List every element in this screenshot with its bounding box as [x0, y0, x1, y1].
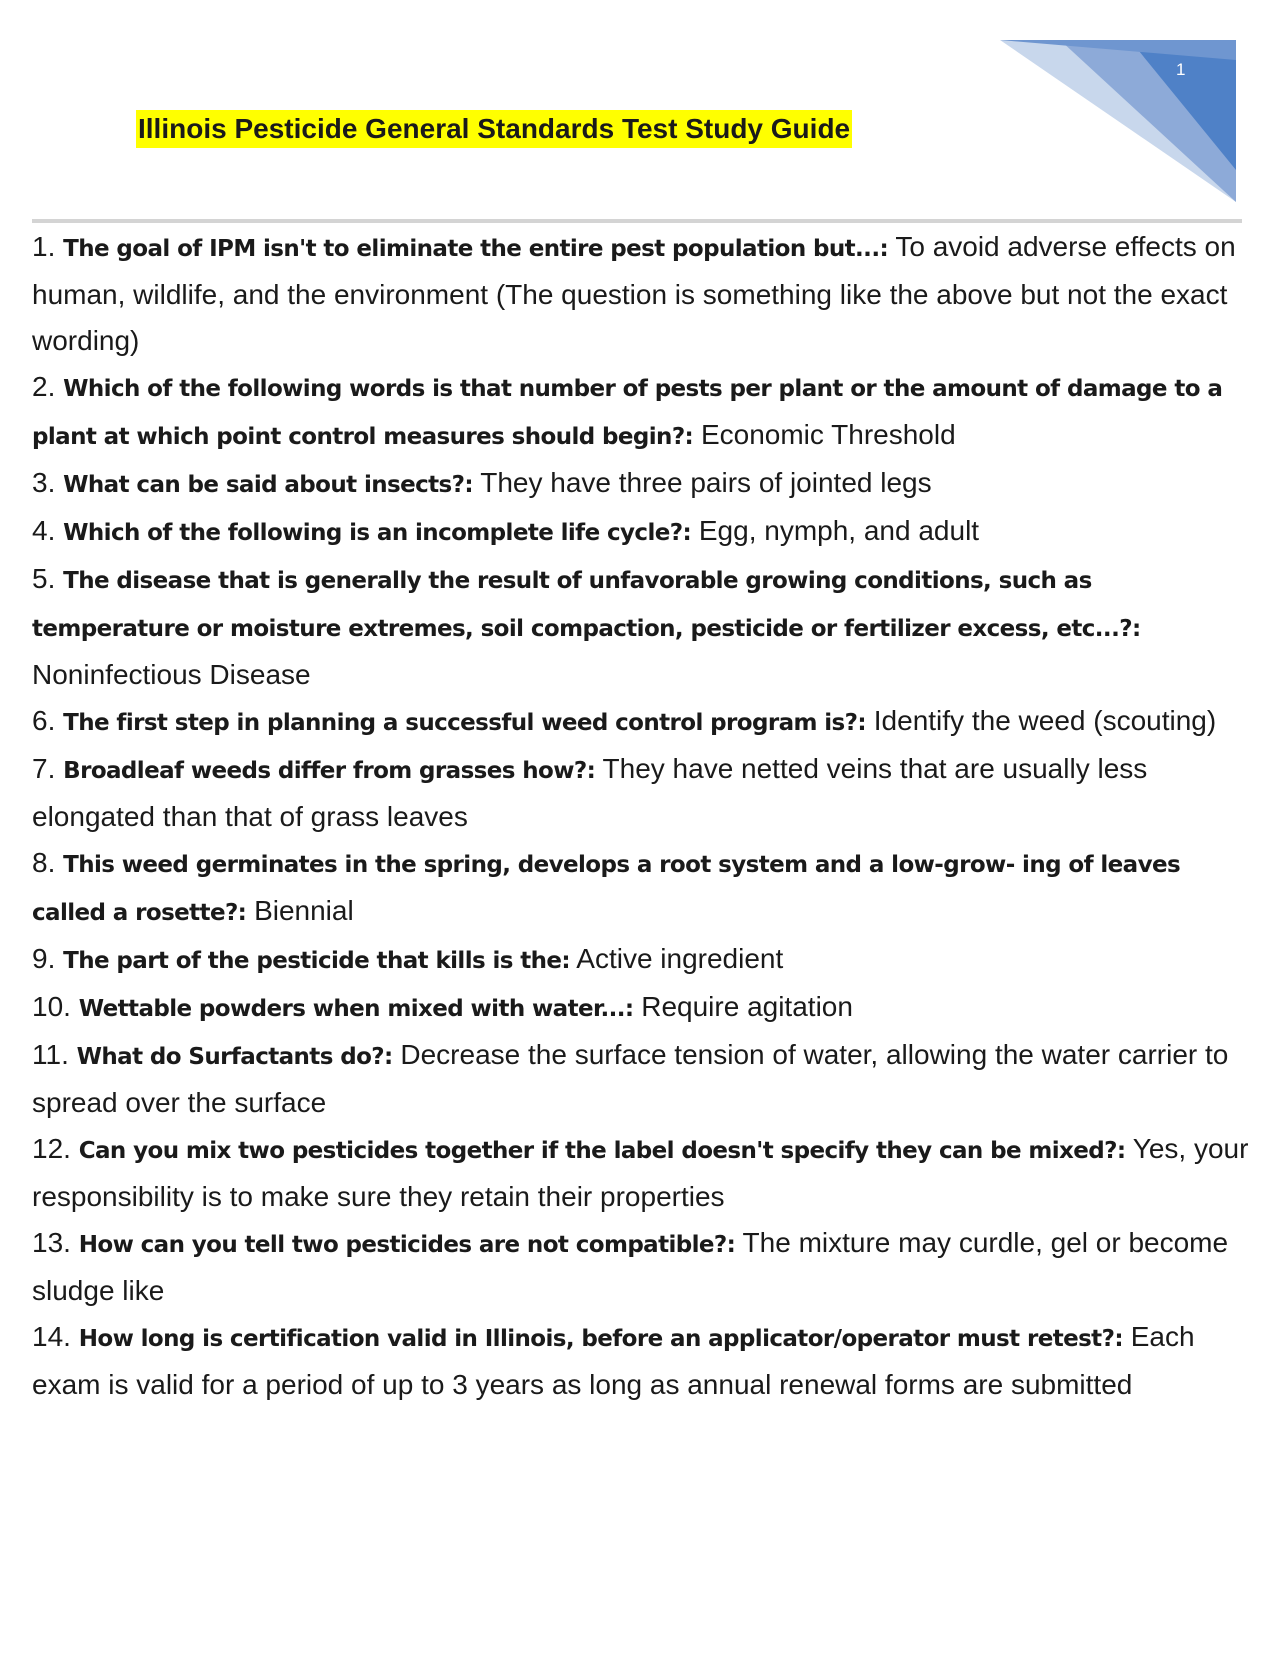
question: Can you mix two pesticides together if the label doesn't specify they can be mixed?: [78, 1138, 1126, 1164]
question: Wettable powders when mixed with water...: [78, 996, 634, 1022]
divider [32, 219, 1242, 223]
item-number: 11. [32, 1039, 69, 1070]
question: What can be said about insects?: [63, 472, 473, 498]
qa-item-9 [32, 936, 1250, 984]
answer: Yes, your responsibility is to make sure they retain their properties [32, 1133, 1249, 1212]
qa-item-1 [32, 224, 1250, 364]
answer: Economic Threshold [700, 419, 956, 450]
question: Which of the following words is that number of pests per plant or the amount of damage to a plant at which point control measures should begin?: [32, 376, 1223, 450]
qa-item-4 [32, 508, 1250, 556]
answer: Egg, nymph, and adult [698, 515, 980, 546]
qa-item-8 [32, 840, 1250, 936]
qa-item-14 [32, 1314, 1250, 1408]
answer: Require agitation [641, 991, 853, 1022]
item-number: 5. [32, 563, 56, 594]
answer: Decrease the surface tension of water, allowing the water carrier to spread over the surface [32, 1039, 1229, 1118]
question: Broadleaf weeds differ from grasses how?: [63, 758, 596, 784]
question: The goal of IPM isn't to eliminate the entire pest population but...: [63, 236, 889, 262]
answer: Active ingredient [576, 943, 784, 974]
answer: Each exam is valid for a period of up to 3 years as long as annual renewal forms are submitted [32, 1321, 1195, 1400]
qa-item-2 [32, 364, 1250, 460]
qa-item-5 [32, 556, 1250, 698]
qa-item-12 [32, 1126, 1250, 1220]
answer: To avoid adverse effects on human, wildlife, and the environment (The question is something like the above but not the exact wording) [32, 231, 1236, 356]
item-number: 8. [32, 847, 56, 878]
qa-item-3 [32, 460, 1250, 508]
qa-item-10 [32, 984, 1250, 1032]
answer: Biennial [254, 895, 354, 926]
qa-item-11 [32, 1032, 1250, 1126]
qa-item-13 [32, 1220, 1250, 1314]
item-number: 13. [32, 1227, 71, 1258]
question: The part of the pesticide that kills is the: [63, 948, 571, 974]
question: This weed germinates in the spring, develops a root system and a low-grow- ing of leaves called a rosette?: [32, 852, 1181, 926]
answer: The mixture may curdle, gel or become sludge like [32, 1227, 1229, 1306]
page-title: Illinois Pesticide General Standards Test Study Guide [136, 110, 852, 148]
question: How can you tell two pesticides are not compatible?: [78, 1232, 736, 1258]
item-number: 14. [32, 1321, 71, 1352]
item-number: 6. [32, 705, 56, 736]
item-number: 10. [32, 991, 71, 1022]
item-number: 4. [32, 515, 56, 546]
item-number: 2. [32, 371, 56, 402]
question: Which of the following is an incomplete life cycle?: [63, 520, 692, 546]
item-number: 7. [32, 753, 56, 784]
answer: Noninfectious Disease [32, 659, 311, 690]
item-number: 9. [32, 943, 56, 974]
question: How long is certification valid in Illinois, before an applicator/operator must retest?: [78, 1326, 1123, 1352]
qa-item-6 [32, 698, 1250, 746]
answer: They have three pairs of jointed legs [480, 467, 932, 498]
qa-item-7 [32, 746, 1250, 840]
item-number: 3. [32, 467, 56, 498]
question: The disease that is generally the result of unfavorable growing conditions, such as temperature or moisture extremes, soil compaction, pesticide or fertilizer excess, etc...?: [32, 568, 1141, 642]
qa-list [32, 224, 1250, 1408]
page-number: 1 [1176, 60, 1186, 79]
question: What do Surfactants do?: [76, 1044, 393, 1070]
question: The first step in planning a successful weed control program is?: [63, 710, 866, 736]
answer: Identify the weed (scouting) [873, 705, 1217, 736]
item-number: 1. [32, 231, 56, 262]
answer: They have netted veins that are usually less elongated than that of grass leaves [32, 753, 1148, 832]
item-number: 12. [32, 1133, 71, 1164]
